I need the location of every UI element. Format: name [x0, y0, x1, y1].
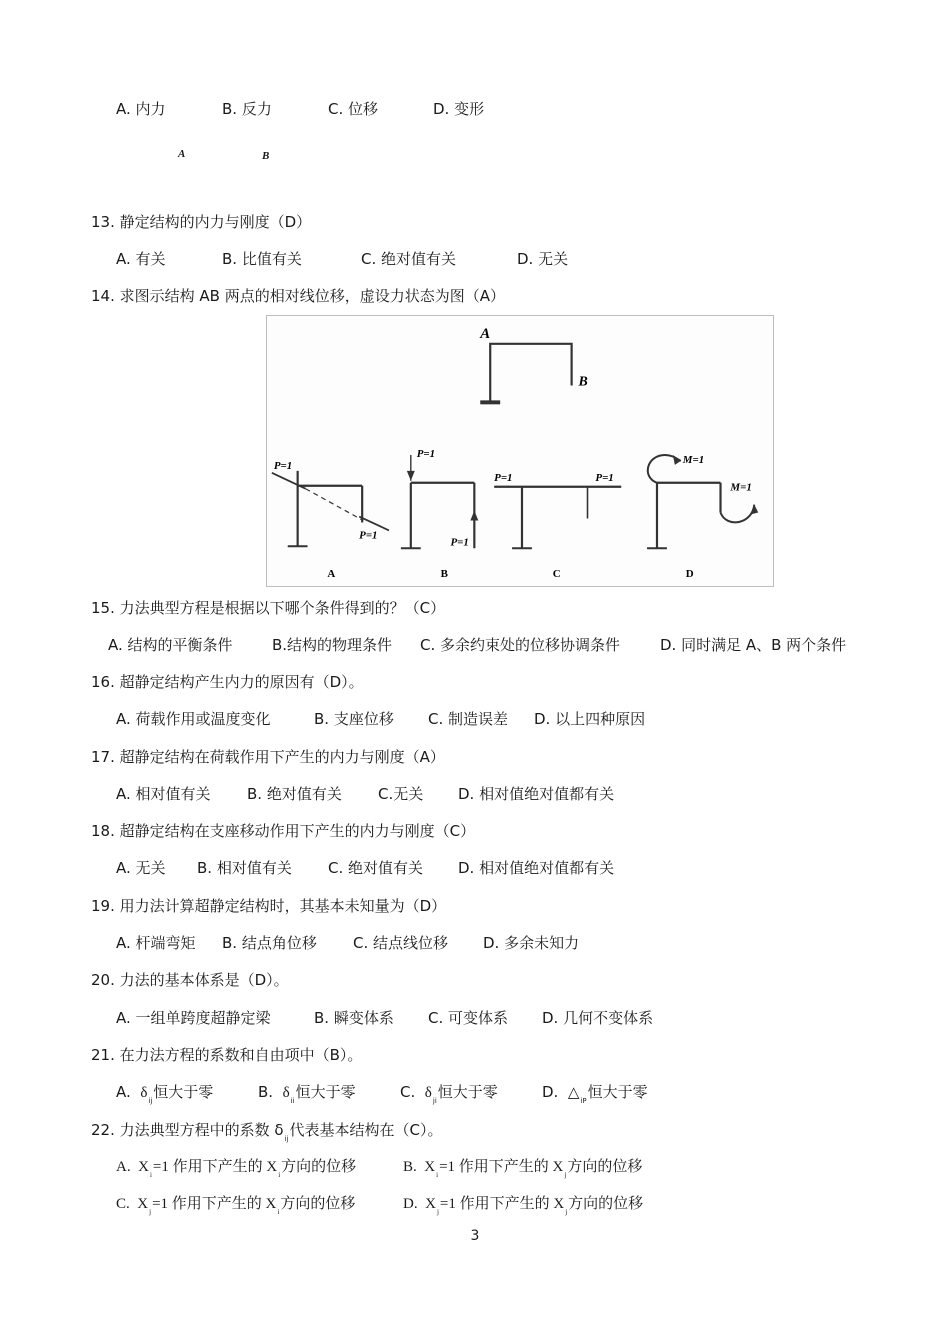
q19-option-d: D. 多余未知力: [483, 934, 580, 952]
main-frame: [490, 344, 571, 402]
force-label-b2: P=1: [450, 536, 469, 549]
q16-option-c: C. 制造误差: [428, 710, 509, 728]
q15-text: 15. 力法典型方程是根据以下哪个条件得到的？（C）: [91, 599, 446, 617]
q18-text: 18. 超静定结构在支座移动作用下产生的内力与刚度（C）: [91, 822, 476, 840]
main-label-b: B: [578, 374, 588, 390]
q12-option-b: B. 反力: [222, 100, 272, 118]
force-label-c1: P=1: [494, 471, 513, 484]
q14-figure: [266, 315, 774, 587]
q12-option-a: A. 内力: [116, 100, 166, 118]
q16-text: 16. 超静定结构产生内力的原因有（D）。: [91, 673, 364, 691]
q17-option-c: C.无关: [378, 785, 424, 803]
q14-structure-diagram: [267, 316, 773, 586]
q20-option-d: D. 几何不变体系: [542, 1009, 654, 1027]
q20-option-b: B. 瞬变体系: [314, 1009, 394, 1027]
q15-option-c: C. 多余约束处的位移协调条件: [420, 636, 621, 654]
sub-figure-label-c: C: [552, 568, 561, 581]
q12-option-c: C. 位移: [328, 100, 379, 118]
q19-option-a: A. 杆端弯矩: [116, 934, 196, 952]
frame-b-arrow-b: [470, 511, 478, 521]
q13-option-c: C. 绝对值有关: [361, 250, 457, 268]
q18-option-b: B. 相对值有关: [197, 859, 292, 877]
q22-option-a: A. $X_i=1$ 作用下产生的 $X_i$方向的位移: [116, 1159, 357, 1179]
sub-figure-label-b: B: [440, 568, 448, 581]
q22-option-c: C. $X_j=1$ 作用下产生的 $X_i$方向的位移: [116, 1196, 356, 1216]
q16-option-d: D. 以上四种原因: [534, 710, 646, 728]
q14-text: 14. 求图示结构 AB 两点的相对线位移，虚设力状态为图（A）: [91, 287, 505, 305]
q21-option-b: B. $\delta_{ii}$恒大于零: [258, 1083, 356, 1105]
q17-option-d: D. 相对值绝对值都有关: [458, 785, 615, 803]
frame-b-arrow-a: [407, 471, 415, 481]
q16-option-b: B. 支座位移: [314, 710, 394, 728]
main-hatch: [480, 401, 500, 404]
q22-option-d: D. $X_j=1$ 作用下产生的 $X_j$方向的位移: [403, 1196, 644, 1216]
q17-option-a: A. 相对值有关: [116, 785, 211, 803]
force-label-a1: P=1: [273, 459, 293, 472]
sub-figure-label-d: D: [685, 568, 694, 581]
moment-label-d1: M=1: [682, 453, 705, 466]
q21-option-d: D. $\triangle_{iP}$恒大于零: [542, 1083, 648, 1105]
q21-option-a: A. $\delta_{ij}$恒大于零: [116, 1083, 214, 1105]
frame-a-dashed-line: [306, 489, 364, 521]
moment-arrow-b: [721, 505, 755, 523]
q20-option-a: A. 一组单跨度超静定梁: [116, 1009, 271, 1027]
q22-option-b: B. $X_i=1$ 作用下产生的 $X_j$方向的位移: [403, 1159, 643, 1179]
sub-figure-label-a: A: [327, 568, 336, 581]
q19-option-c: C. 结点线位移: [353, 934, 449, 952]
moment-arrowhead-b: [750, 505, 758, 515]
q17-text: 17. 超静定结构在荷载作用下产生的内力与刚度（A）: [91, 748, 445, 766]
force-label-a2: P=1: [359, 529, 378, 542]
q18-option-c: C. 绝对值有关: [328, 859, 424, 877]
q16-option-a: A. 荷载作用或温度变化: [116, 710, 271, 728]
force-label-b1: P=1: [416, 447, 436, 460]
moment-label-d2: M=1: [730, 481, 752, 494]
force-label-c2: P=1: [595, 471, 614, 484]
q19-option-b: B. 结点角位移: [222, 934, 317, 952]
q12-figure-label-b: B: [262, 150, 270, 162]
main-label-a: A: [480, 325, 491, 342]
q12-figure-label-a: A: [178, 148, 186, 160]
q18-option-d: D. 相对值绝对值都有关: [458, 859, 615, 877]
q13-option-b: B. 比值有关: [222, 250, 302, 268]
q22-text: 22. 力法典型方程中的系数 $\delta_{ij}$代表基本结构在（C）。: [91, 1121, 443, 1143]
q20-option-c: C. 可变体系: [428, 1009, 509, 1027]
q21-option-c: C. $\delta_{ji}$恒大于零: [400, 1083, 498, 1105]
q15-option-a: A. 结构的平衡条件: [108, 636, 233, 654]
q17-option-b: B. 绝对值有关: [247, 785, 342, 803]
q13-text: 13. 静定结构的内力与刚度（D）: [91, 213, 312, 231]
q15-option-b: B.结构的物理条件: [272, 636, 393, 654]
q19-text: 19. 用力法计算超静定结构时，其基本未知量为（D）: [91, 897, 447, 915]
q12-option-d: D. 变形: [433, 100, 485, 118]
q13-option-d: D. 无关: [517, 250, 569, 268]
q15-option-d: D. 同时满足 A、B 两个条件: [660, 636, 847, 654]
frame-a-force-b: [359, 517, 389, 531]
q21-text: 21. 在力法方程的系数和自由项中（B）。: [91, 1046, 363, 1064]
frame-a-force-a: [272, 473, 306, 489]
q18-option-a: A. 无关: [116, 859, 166, 877]
q13-option-a: A. 有关: [116, 250, 166, 268]
q20-text: 20. 力法的基本体系是（D）。: [91, 971, 289, 989]
page-number: 3: [470, 1228, 480, 1244]
